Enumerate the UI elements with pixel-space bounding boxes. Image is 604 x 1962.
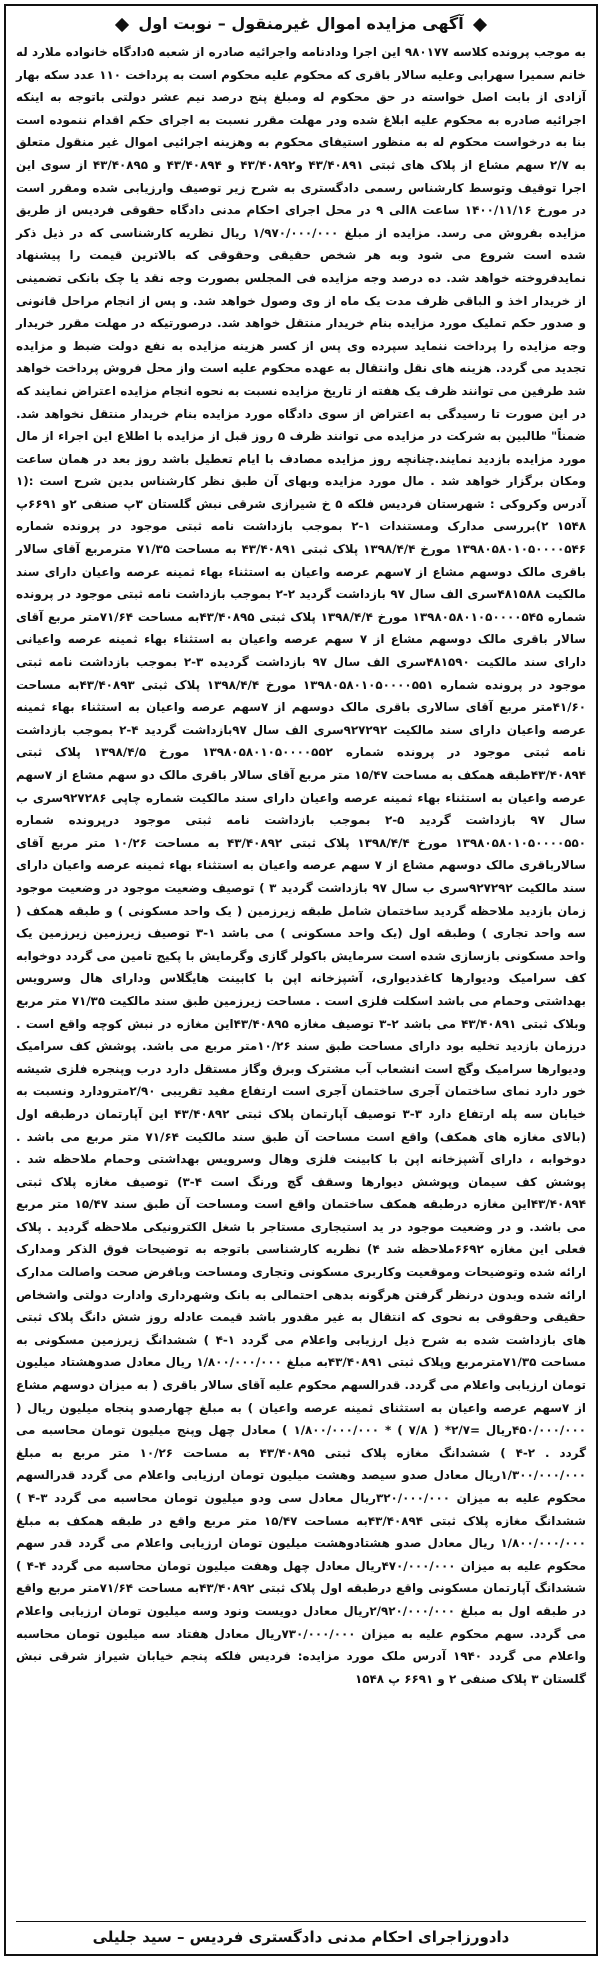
diamond-icon — [473, 17, 487, 31]
notice-body — [16, 41, 586, 1690]
diamond-icon — [115, 17, 129, 31]
notice-title-text: آگهی مزایده اموال غیرمنقول – نوبت اول — [138, 14, 464, 33]
auction-notice — [4, 4, 598, 1956]
notice-paragraph: به موجب پرونده کلاسه ۹۸۰۱۷۷ این اجرا ودادنامه واجرائیه صادره از شعبه ۵دادگاه خانواده ملارد له خانم سمیرا سهرابی وعلیه سالار باقری که محکوم علیه محکوم است به پرداخت ۱۱۰ عدد سکه بهار آزادی از بابت اصل خواسته در حق محکوم له ومبلغ پنج درصد نیم عشر دولتی باتوجه به اینکه اجرائیه صادره به محکوم علیه ابلاغ شده ودر مهلت مقرر نسبت به اجرای حکم اقدام ننموده است بنا به درخواست محکوم له به منظور استیفای محکوم به وهزینه اجرائیی اموال غیر منقول متعلق به ۲/۷ سهم مشاع از پلاک های ثبتی ۴۳/۴۰۸۹۱ و۴۳/۴۰۸۹۲ و ۴۳/۴۰۸۹۴ و ۴۳/۴۰۸۹۵ از سوی این اجرا توقیف وتوسط کارشناس رسمی دادگستری به شرح زیر توصیف وارزیابی شده ومقرر است در مورخ ۱۴۰۰/۱۱/۱۶ ساعت ۸الی ۹ در محل اجرای احکام مدنی دادگاه حقوقی فردیس از طریق مزایده بفروش می رسد. مزایده از مبلغ ۱/۹۷۰/۰۰۰/۰۰۰ ریال نظریه کارشناسی که در ذیل ذکر شده است شروع می شود وبه هر شخص حقیقی وحقوقی که بالاترین قیمت را پیشنهاد نمایدفروخته خواهد شد. ده درصد وجه مزایده فی المجلس بصورت وجه نقد یا چک بانکی تضمینی از خریدار اخذ و الباقی ظرف مدت یک ماه از وی وصول خواهد شد. و پس از انجام مراحل قانونی و صدور حکم تملیک مورد مزایده بنام خریدار منتقل خواهد شد. درصورتیکه در مهلت مقرر خریدار وجه مزایده را پرداخت ننماید سپرده وی پس از کسر هزینه مزایده به نفع دولت ضبط و مزایده تجدید می گردد. هزینه های نقل وانتقال به عهده محکوم علیه است واز محل فروش پرداخت خواهد شد طرفین می توانند ظرف یک هفته از تاریخ مزایده نسبت به نحوه انجام مزایده اعتراض نمایند که در این صورت تا رسیدگی به اعتراض از سوی دادگاه مورد مزایده بنام خریدار منتقل نخواهد شد. ضمناً" طالبین به شرکت در مزایده می توانند ظرف ۵ روز قبل از مزایده با اطلاع این اجراء از مال مورد مزایده بازدید نمایند.چنانچه روز مزایده مصادف با ایام تعطیل باشد روز بعد در همان ساعت ومکان برگزار خواهد شد . مال مورد مزایده وبهای آن طبق نظر کارشناس بدین شرح است :(۱ آدرس وکروکی : شهرستان فردیس فلکه ۵ خ شیرازی شرقی نبش گلستان ۳پ صنفی ۲و ۶۶۹۱پ ۱۵۴۸ ۲)بررسی مدارک ومستندات ۱-۲ بموجب بازداشت نامه ثبتی موجود در پرونده شماره ۱۳۹۸۰۵۸۰۱۰۵۰۰۰۰۵۴۶ مورخ ۱۳۹۸/۴/۴ پلاک ثبتی ۴۳/۴۰۸۹۱ به مساحت ۷۱/۳۵ مترمربع آقای سالار باقری مالک دوسهم مشاع از ۷سهم عرصه واعیان به استثناء بهاء ثمینه عرصه واعیان دارای سند مالکیت ۴۸۱۵۸۸سری الف سال ۹۷ بازداشت گردید ۲-۲ بموجب بازداشت نامه ثبتی موجود در پرونده شماره ۱۳۹۸۰۵۸۰۱۰۵۰۰۰۰۵۴۵ مورخ ۱۳۹۸/۴/۴ پلاک ثبتی ۴۳/۴۰۸۹۵به مساحت ۷۱/۶۴متر مربع آقای سالار باقری مالک دوسهم مشاع از ۷ سهم عرصه واعیان به استثناء بهاء ثمینه عرصه واعیانی دارای سند مالکیت ۴۸۱۵۹۰سری الف سال ۹۷ بازداشت گردیده ۳-۲ بموجب بازداشت نامه ثبتی موجود در پرونده شماره ۱۳۹۸۰۵۸۰۱۰۵۰۰۰۰۵۵۱ مورخ ۱۳۹۸/۴/۴ پلاک ثبتی ۴۳/۴۰۸۹۳به مساحت ۴۱/۶۰متر مربع آقای سالاری باقری مالک دوسهم از ۷سهم عرصه واعیان به استثناء بهاء ثمینه عرصه واعیان دارای سند مالکیت ۹۲۷۲۹۲سری الف سال ۹۷بازداشت گردید ۴-۲ بموجب بازداشت نامه ثبتی موجود در پرونده شماره ۱۳۹۸۰۵۸۰۱۰۵۰۰۰۰۵۵۲ مورخ ۱۳۹۸/۴/۵ پلاک ثبتی ۴۳/۴۰۸۹۴طبقه همکف به مساحت ۱۵/۴۷ متر مربع آقای سالار باقری مالک دو سهم مشاع از ۷سهم عرصه واعیان به استثناء بهاء ثمینه عرصه واعیان دارای سند مالکیت شماره چاپی ۹۲۷۲۸۶سری ب سال ۹۷ بازداشت گردید ۵-۲ بموجب بازداشت نامه ثبتی موجود درپرونده شماره ۱۳۹۸۰۵۸۰۱۰۵۰۰۰۰۵۵۰ مورخ ۱۳۹۸/۴/۴ پلاک ثبتی ۴۳/۴۰۸۹۲ به مساحت ۱۰/۲۶ متر مربع آقای سالارباقری مالک دوسهم مشاع از ۷ سهم عرصه واعیان به استثناء بهاء ثمینه عرصه واعیان دارای سند مالکیت ۹۲۷۲۹۲سری ب سال ۹۷ بازداشت گردید ۳ ) توصیف وضعیت موجود در وضعیت موجود زمان بازدید ملاحظه گردید ساختمان شامل طبقه زیرزمین ( یک واحد مسکونی ) و طبقه همکف ( سه واحد تجاری ) وطبقه اول (یک واحد مسکونی ) می باشد ۱-۳ توصیف زیرزمین زیرزمین یک واحد مسکونی بازسازی شده است سرمایش باکولر گازی وگرمایش با پکیج تامین می گردد دوخوابه کف سرامیک ودیوارها کاغذدیواری، آشپزخانه اپن با کابینت هایگلاس ودارای هال وسرویس بهداشتی وحمام می باشد اسکلت فلزی است . مساحت زیرزمین طبق سند مالکیت ۷۱/۳۵ متر مربع وبلاک ثبتی ۴۳/۴۰۸۹۱ می باشد ۲-۳ توصیف مغازه ۴۳/۴۰۸۹۵این مغازه در نبش کوچه واقع است . درزمان بازدید تخلیه بود دارای مساحت طبق سند ۱۰/۲۶متر مربع می باشد. پوشش کف سرامیک ودیوارها سرامیک وگچ است انشعاب آب مشترک وبرق وگاز مستقل دارد درب وپنجره فلزی شیشه خور دارد نمای ساختمان آجری ساختمان آجری است ارتفاع مفید تقریبی ۲/۹۰مترودارد ونسبت به خیابان سه پله ارتفاع دارد ۳-۳ توصیف آپارتمان پلاک ثبتی ۴۳/۴۰۸۹۲ این آپارتمان درطبقه اول (بالای مغازه های همکف) واقع است مساحت آن طبق سند مالکیت ۷۱/۶۴ متر مربع می باشد . دوخوابه ، دارای آشپزخانه اپن با کابینت فلزی وهال وسرویس بهداشتی وحمام ملاحظه شد . پوشش کف سیمان وپوشش دیوارها وسقف گچ ورنگ است ۴-۳) توصیف مغازه پلاک ثبتی ۴۳/۴۰۸۹۴این مغازه درطبقه همکف ساختمان واقع است ومساحت آن طبق سند ۱۵/۴۷ متر مربع می باشد. و در وضعیت موجود در ید استیجاری مستاجر با شغل الکترونیکی ملاحظه گردید . پلاک فعلی این مغازه ۶۶۹۲ملاحظه شد ۴) نظریه کارشناسی باتوجه به توضیحات فوق الذکر ومدارک ارائه شده وتوضیحات وموقعیت وکاربری مسکونی وتجاری ومساحت وبافرض صحت واصالت مدارک ارائه شده وبدون درنظر گرفتن هرگونه بدهی احتمالی به بانک وشهرداری وادارت دولتی واشخاص حقیقی وحقوقی به نحوی که انتقال به غیر مقدور باشد قیمت عادله روز شش دانگ پلاک ثبتی های بازداشت شده به شرح ذیل ارزیابی واعلام می گردد ۱-۴ ) ششدانگ زیرزمین مسکونی به مساحت ۷۱/۳۵مترمربع وپلاک ثبتی ۴۳/۴۰۸۹۱به مبلغ ۱/۸۰۰/۰۰۰/۰۰۰ ریال معادل صدوهشتاد میلیون تومان ارزیابی واعلام می گردد. قدرالسهم محکوم علیه آقای سالار باقری ( به میزان دوسهم مشاع از ۷سهم عرصه واعیان به استثنای ثمینه عرصه واعیان ) به مبلغ چهارصدو پنجاه میلیون ریال ( ۴۵۰/۰۰۰/۰۰۰ریال =۲/۷* ( ۷/۸ ) * ۱/۸۰۰/۰۰۰/۰۰۰ ) معادل چهل وپنج میلیون تومان محاسبه می گردد . ۲-۴ ) ششدانگ مغازه پلاک ثبتی ۴۳/۴۰۸۹۵ به مساحت ۱۰/۲۶ متر مربع به مبلغ ۱/۳۰۰/۰۰۰/۰۰۰ریال معادل صدو سیصد وهشت میلیون تومان ارزیابی واعلام می گردد قدرالسهم محکوم علیه به میزان ۳۲۰/۰۰۰/۰۰۰ریال معادل سی ودو میلیون تومان محاسبه می گردد ۳-۴ ) ششدانگ مغازه پلاک ثبتی ۴۳/۴۰۸۹۴به مساحت ۱۵/۴۷ متر مربع واقع در طبقه همکف به مبلغ ۱/۸۰۰/۰۰۰/۰۰۰ ریال معادل صدو هشتادوهشت میلیون تومان ارزیابی واعلام می گردد قدر سهم محکوم علیه به میزان ۴۷۰/۰۰۰/۰۰۰ریال معادل چهل وهفت میلیون تومان محاسبه می گردد ۴-۴ ) ششدانگ آپارتمان مسکونی واقع درطبقه اول پلاک ثبتی ۴۳/۴۰۸۹۲به مساحت ۷۱/۶۴متر مربع واقع در طبقه اول به مبلغ ۲/۹۲۰/۰۰۰/۰۰۰ریال معادل دویست ونود وسه میلیون تومان ارزیابی واعلام می گردد. سهم محکوم علیه به میزان ۷۳۰/۰۰۰/۰۰۰ریال معادل هفتاد سه میلیون تومان محاسبه واعلام می گردد ۱۹۴۰ آدرس ملک مورد مزایده: فردیس فلکه پنجم خیابان شیراز شرقی نبش گلستان ۳ پلاک صنفی ۲ و ۶۶۹۱ پ ۱۵۴۸ — [16, 45, 587, 1686]
notice-title — [16, 14, 586, 33]
notice-signature: دادورزاجرای احکام مدنی دادگستری فردیس – سید جلیلی — [16, 1921, 586, 1946]
